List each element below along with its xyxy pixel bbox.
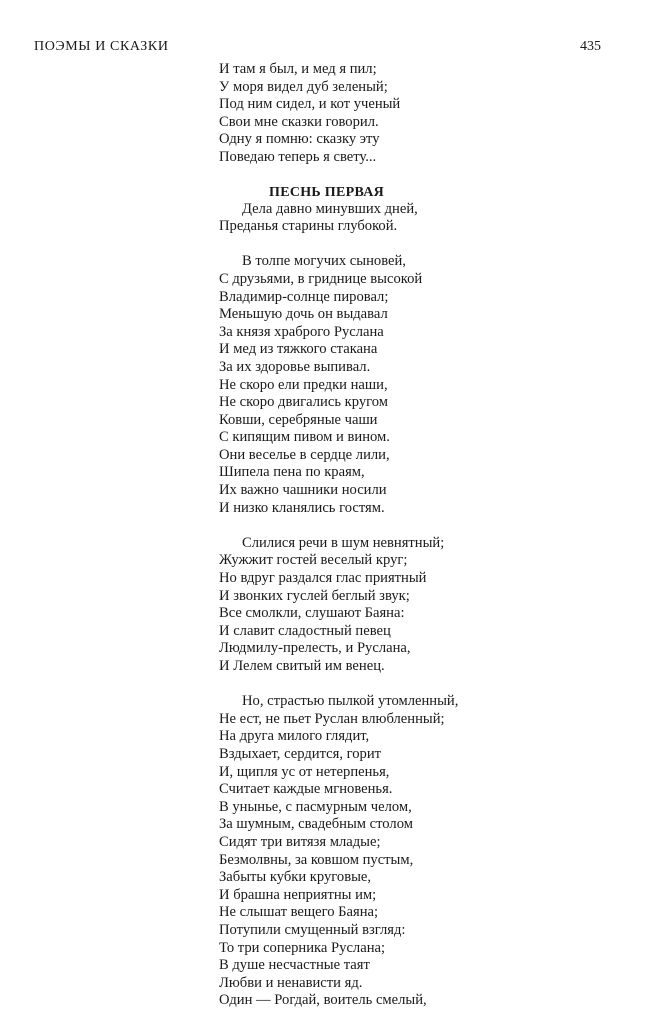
verse-line: Свои мне сказки говорил. — [219, 113, 379, 130]
stanza-gap — [219, 676, 619, 694]
verse-line: Не ест, не пьет Руслан влюбленный; — [219, 710, 445, 727]
verse-line: И, щипля ус от нетерпенья, — [219, 763, 390, 780]
verse-line: И там я был, и мед я пил; — [219, 61, 377, 77]
verse-line: Не слышат вещего Баяна; — [219, 904, 379, 921]
verse-line: Их важно чашники носили — [219, 482, 387, 499]
verse-line: В толпе могучих сыновей, — [242, 253, 406, 270]
verse-line: Любви и ненависти яд. — [219, 974, 363, 991]
verse-line: Считает каждые мгновенья. — [219, 781, 393, 798]
verse-line: За их здоровье выпивал. — [219, 358, 371, 375]
verse-line: С кипящим пивом и вином. — [219, 429, 390, 446]
verse-line: И мед из тяжкого стакана — [219, 341, 378, 358]
verse-line: И звонких гуслей беглый звук; — [219, 587, 410, 604]
song-title: ПЕСНЬ ПЕРВАЯ — [269, 184, 385, 200]
verse-line: На друга милого глядит, — [219, 728, 370, 745]
verse-line: Не скоро ели предки наши, — [219, 376, 388, 393]
poem-text — [219, 61, 619, 1010]
running-head: ПОЭМЫ И СКАЗКИ — [34, 39, 169, 54]
verse-line: Жужжит гостей веселый круг; — [219, 552, 408, 569]
stanza-gap — [219, 517, 619, 535]
verse-line: С друзьями, в гриднице высокой — [219, 270, 423, 287]
epigraph-stanza — [219, 201, 619, 236]
verse-line: И Лелем свитый им венец. — [219, 658, 385, 674]
verse-line: Людмилу-прелесть, и Руслана, — [219, 640, 411, 657]
verse-line: В унынье, с пасмурным челом, — [219, 798, 412, 815]
verse-line: Но, страстью пылкой утомленный, — [242, 693, 459, 710]
page-number: 435 — [580, 39, 601, 54]
verse-line: Вздыхает, сердится, горит — [219, 745, 382, 762]
verse-line: Безмолвны, за ковшом пустым, — [219, 851, 414, 868]
verse-line: В душе несчастные таят — [219, 957, 370, 974]
verse-line: Ковши, серебряные чаши — [219, 411, 378, 428]
verse-line: И славит сладостный певец — [219, 622, 391, 639]
verse-line: Потупили смущенный взгляд: — [219, 921, 406, 938]
verse-line: За князя храброго Руслана — [219, 323, 384, 340]
verse-line: Владимир-солнце пировал; — [219, 288, 389, 305]
verse-line: Шипела пена по краям, — [219, 464, 365, 481]
verse-line: У моря видел дуб зеленый; — [219, 78, 388, 95]
verse-line: Они веселье в сердце лили, — [219, 446, 390, 463]
verse-line: То три соперника Руслана; — [219, 939, 386, 956]
verse-line: Слилися речи в шум невнятный; — [242, 534, 445, 551]
verse-line: Поведаю теперь я свету... — [219, 148, 377, 165]
verse-line: Дела давно минувших дней, — [242, 200, 418, 217]
verse-line: Забыты кубки круговые, — [219, 869, 372, 886]
verse-line: Но вдруг раздался глас приятный — [219, 570, 427, 587]
verse-line: Не скоро двигались кругом — [219, 394, 388, 411]
verse-line: Все смолкли, слушают Баяна: — [219, 605, 405, 622]
verse-line: И низко кланялись гостям. — [219, 499, 385, 516]
verse-line: Меньшую дочь он выдавал — [219, 306, 388, 323]
verse-line: И брашна неприятны им; — [219, 886, 377, 903]
stanza-gap — [219, 236, 619, 254]
verse-line: Сидят три витязя младые; — [219, 833, 381, 850]
verse-line: Преданья старины глубокой. — [219, 218, 398, 235]
verse-line: Под ним сидел, и кот ученый — [219, 96, 401, 113]
stanza-3 — [219, 693, 619, 1010]
stanza-1 — [219, 253, 619, 517]
stanza-2 — [219, 535, 619, 676]
verse-line: Одну я помню: сказку эту — [219, 131, 380, 148]
verse-line: За шумным, свадебным столом — [219, 816, 413, 833]
prologue-stanza — [219, 61, 619, 167]
verse-line: Один — Рогдай, воитель смелый, — [219, 992, 427, 1009]
